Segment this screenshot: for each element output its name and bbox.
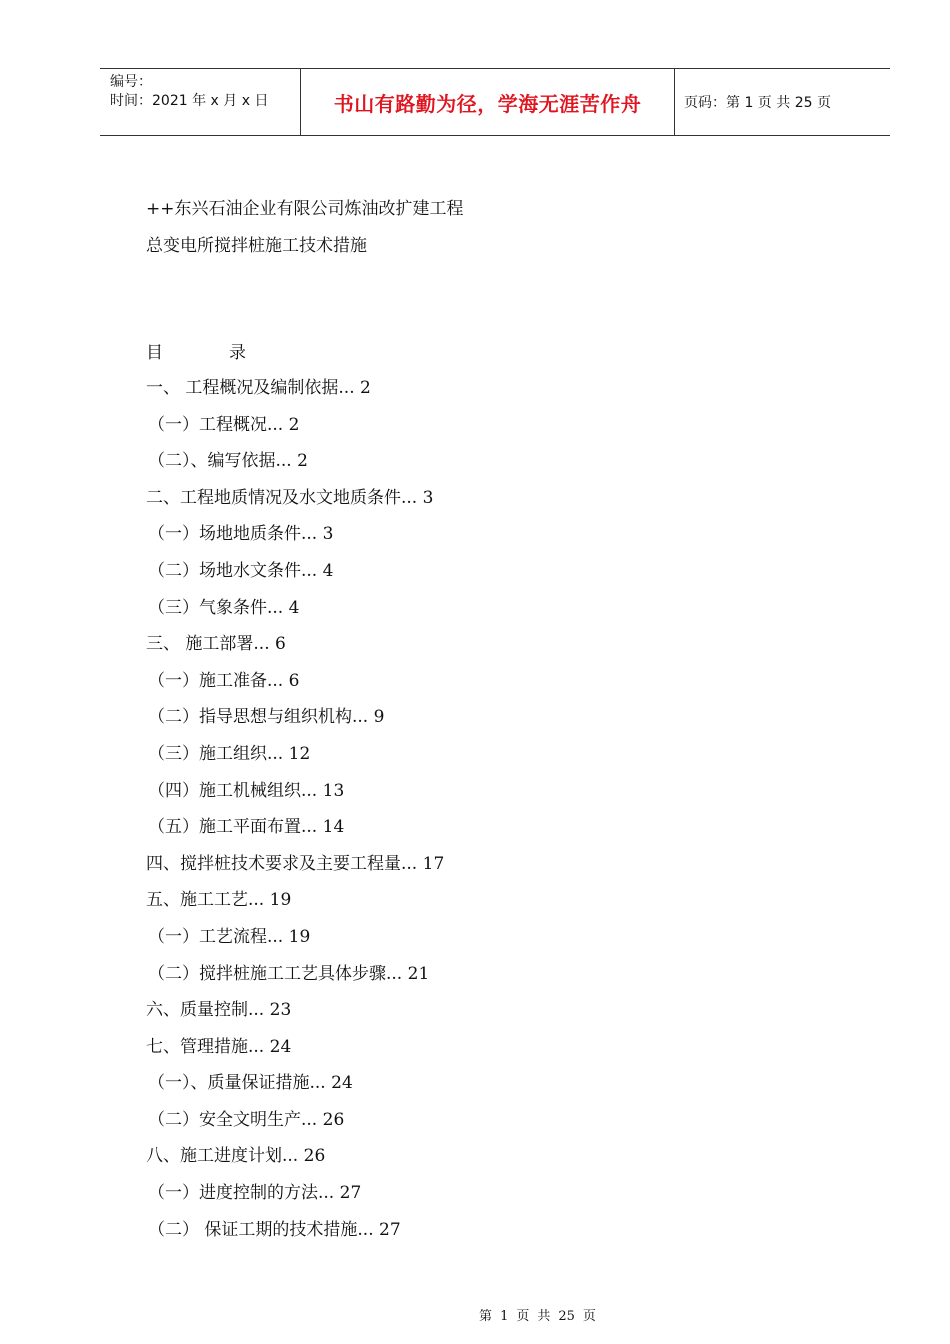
toc-entry[interactable] [146,450,444,487]
footer-total-pages: 25 [558,1309,575,1324]
toc-entry-text: 一、 工程概况及编制依据... [146,378,355,398]
toc-entry[interactable] [146,999,444,1036]
toc-entry-page-number: 2 [297,451,308,472]
toc-entry-page-number: 26 [322,1109,345,1130]
toc-entry-text: （三）气象条件... [148,597,284,618]
table-of-contents [146,377,444,1255]
footer-page-word: 页 [516,1309,530,1324]
toc-entry-page-number: 19 [269,890,292,911]
toc-entry-page-number: 4 [288,597,300,618]
toc-entry-page-number: 23 [269,1000,292,1021]
toc-entry-page-number: 4 [322,560,334,581]
toc-heading [146,342,246,364]
toc-entry-text: （二）指导思想与组织机构... [148,707,369,728]
toc-entry-page-number: 14 [322,817,345,838]
toc-entry[interactable] [146,1182,444,1219]
toc-entry[interactable] [146,816,444,853]
toc-entry-page-number: 27 [339,1183,362,1204]
header-motto-cell [301,69,675,135]
toc-entry[interactable] [146,487,444,524]
header-page-cell [675,69,890,135]
toc-entry[interactable] [146,633,444,670]
toc-entry[interactable] [146,1219,444,1256]
toc-entry[interactable] [146,560,444,597]
toc-entry[interactable] [146,1036,444,1073]
toc-entry-page-number: 21 [407,963,430,984]
toc-entry-page-number: 6 [275,634,286,655]
toc-entry-text: 三、 施工部署... [146,634,270,655]
toc-entry-page-number: 9 [373,707,385,728]
toc-entry-page-number: 27 [379,1219,401,1240]
toc-entry-text: 六、质量控制... [146,1000,265,1021]
footer-current-page: 1 [500,1309,509,1324]
toc-entry-text: （一）进度控制的方法... [148,1183,335,1204]
document-number-label: 编号： [110,74,152,90]
toc-entry-page-number: 24 [269,1036,292,1057]
toc-entry-text: 五、施工工艺... [146,890,265,911]
toc-entry[interactable] [146,853,444,890]
toc-entry-page-number: 3 [322,524,334,545]
toc-entry[interactable] [146,889,444,926]
footer-suffix: 页 [582,1309,596,1324]
toc-entry[interactable] [146,1072,444,1109]
toc-entry[interactable] [146,1109,444,1146]
toc-entry-text: （一）工艺流程... [148,926,284,947]
toc-entry-page-number: 24 [331,1073,353,1094]
toc-entry-text: （二）、编写依据... [148,451,292,472]
toc-entry[interactable] [146,926,444,963]
toc-entry[interactable] [146,523,444,560]
toc-entry[interactable] [146,1145,444,1182]
toc-entry-page-number: 6 [288,670,300,691]
toc-entry[interactable] [146,963,444,1000]
document-title-line1: ++东兴石油企业有限公司炼油改扩建工程 [146,199,464,219]
toc-entry[interactable] [146,377,444,414]
toc-entry-text: 四、搅拌桩技术要求及主要工程量... [146,853,418,874]
toc-entry[interactable] [146,597,444,634]
toc-entry-text: 二、工程地质情况及水文地质条件... [146,487,418,508]
toc-entry-text: （二） 保证工期的技术措施... [148,1219,374,1240]
toc-entry-text: （一）工程概况... [148,414,284,435]
page-header [100,68,890,136]
document-time-label: 时间：2021 年 x 月 x 日 [110,93,269,109]
footer-prefix: 第 [479,1309,493,1324]
toc-entry-text: （四）施工机械组织... [148,780,318,801]
page-footer [0,1305,950,1324]
toc-entry-text: （三）施工组织... [148,743,284,764]
toc-entry-text: （五）施工平面布置... [148,817,318,838]
toc-entry-text: （一）、质量保证措施... [148,1073,326,1094]
toc-entry-page-number: 2 [288,414,300,435]
header-motto: 书山有路勤为径，学海无涯苦作舟 [333,91,642,116]
document-title-line2: 总变电所搅拌桩施工技术措施 [146,236,367,256]
toc-entry-text: （二）搅拌桩施工工艺具体步骤... [148,963,403,984]
toc-entry-text: （二）安全文明生产... [148,1109,318,1130]
toc-entry[interactable] [146,706,444,743]
toc-entry-page-number: 26 [303,1146,326,1167]
toc-entry[interactable] [146,414,444,451]
toc-entry-page-number: 12 [288,743,311,764]
toc-heading-right: 录 [229,343,246,363]
toc-entry[interactable] [146,670,444,707]
toc-entry-text: 七、管理措施... [146,1036,265,1057]
header-meta-cell [100,69,301,135]
toc-entry[interactable] [146,743,444,780]
header-page-info: 页码：第 1 页 共 25 页 [684,95,831,111]
toc-entry-text: （一）场地地质条件... [148,524,318,545]
toc-heading-left: 目 [146,343,163,363]
toc-entry-text: （一）施工准备... [148,670,284,691]
toc-entry-page-number: 2 [360,378,371,398]
toc-entry-page-number: 3 [422,487,434,508]
toc-entry-page-number: 17 [422,853,445,874]
toc-entry-page-number: 19 [288,926,311,947]
toc-entry-text: 八、施工进度计划... [146,1146,299,1167]
toc-entry-text: （二）场地水文条件... [148,560,318,581]
toc-entry-page-number: 13 [322,780,345,801]
footer-total-word: 共 [537,1309,551,1324]
toc-entry[interactable] [146,780,444,817]
